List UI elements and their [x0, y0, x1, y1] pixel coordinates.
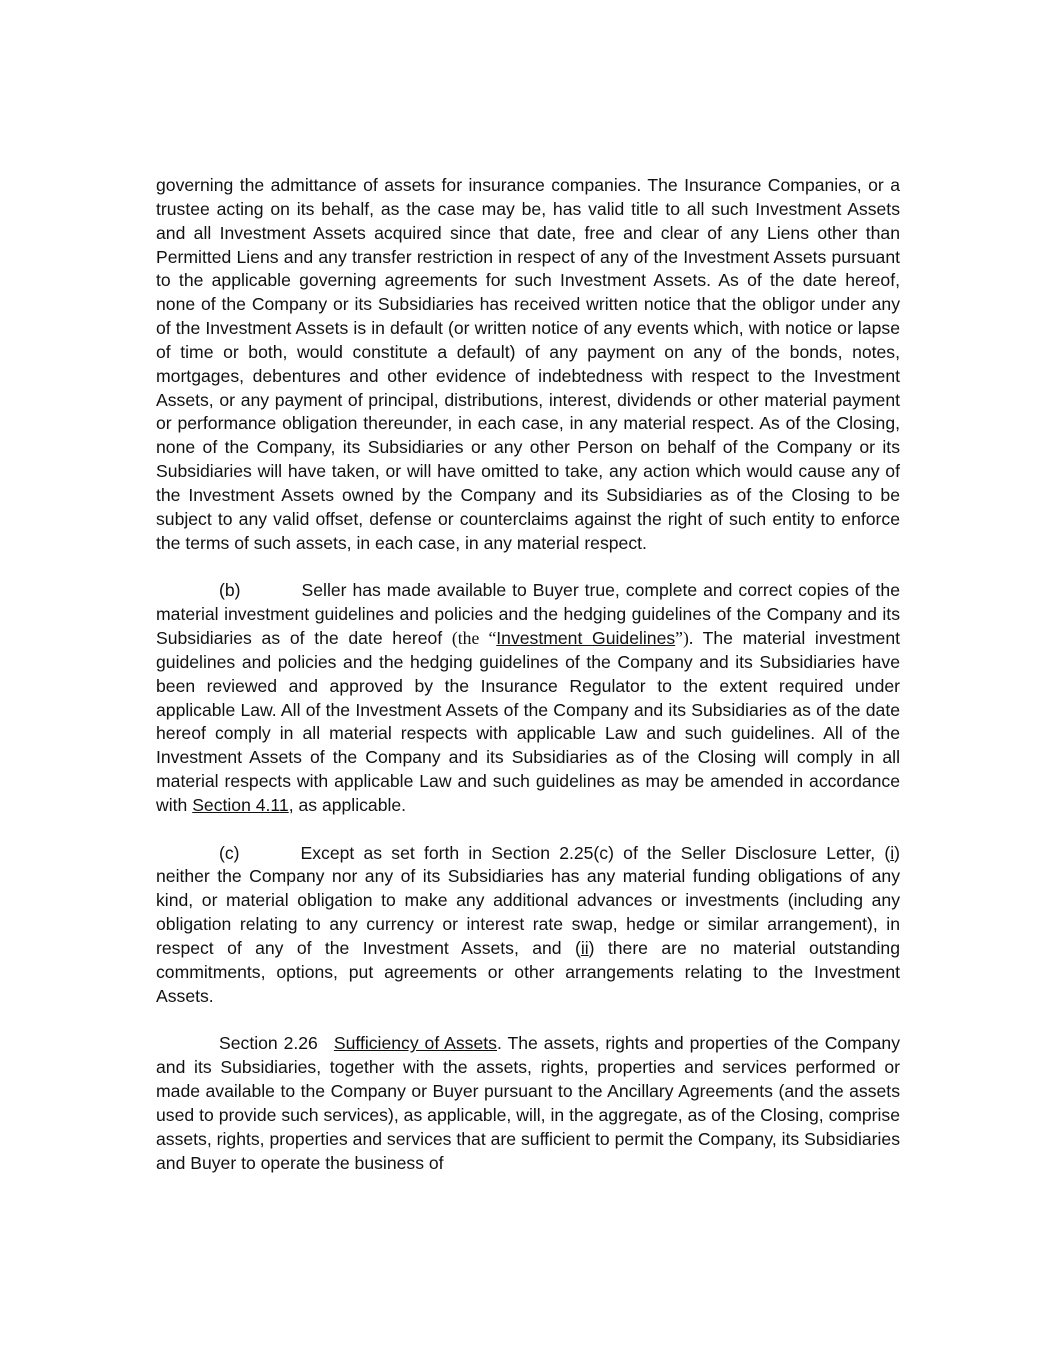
roman-numeral: ii: [580, 938, 589, 958]
roman-numeral: i: [890, 842, 895, 863]
section-number: Section 2.26: [219, 1033, 318, 1054]
section-reference: Section 4.11: [192, 794, 289, 815]
paragraph-text: ) neither the Company nor any of its Subsidiaries has any material funding obligations of any kind, or material obligation to make any additional advances or investments (including any obligation relating to any currency or interest rate swap, hedge or similar arrangement), in respect of any of the Investment Assets, and (: [156, 842, 900, 958]
document-page: [156, 174, 900, 1199]
section-2-26: [156, 1032, 900, 1175]
paragraph-text: The assets, rights and properties of the Company and its Subsidiaries, together with the assets, rights, properties and services performed or made available to the Company or Buyer pursuant to the Ancillary Agreements (and the assets used to provide such services), as applicable, will, in the aggregate, as of the Closing, comprise assets, rights, properties and services that are sufficient to permit the Company, its Subsidiaries and Buyer to operate the business of: [156, 1033, 900, 1173]
heading-period: .: [496, 1033, 502, 1054]
quote-close: ”).: [675, 628, 694, 649]
quote-open: (the “: [451, 628, 497, 649]
paragraph-c: [156, 842, 900, 1009]
paragraph-text: , as applicable.: [288, 794, 407, 815]
paragraph-text: Seller has made available to Buyer true, complete and correct copies of the material investment guidelines and policies and the hedging guidelines of the Company and its Subsidiaries as of the date hereof: [156, 580, 900, 649]
paragraph-b: [156, 579, 900, 817]
paragraph-text: ) there are no material outstanding commitments, options, put agreements or other arrangements relating to the Investment Assets.: [156, 938, 900, 1006]
investment-assets-paragraph: [156, 174, 900, 556]
paragraph-label: (b): [219, 580, 241, 601]
section-heading: Sufficiency of Assets: [333, 1033, 497, 1054]
paragraph-label: (c): [219, 842, 240, 863]
paragraph-text: Except as set forth in Section 2.25(c) of the Seller Disclosure Letter, (: [300, 842, 891, 863]
paragraph-text: The material investment guidelines and policies and the hedging guidelines of the Company and its Subsidiaries have been reviewed and approved by the Insurance Regulator to the extent required under applicable Law. All of the Investment Assets of the Company and its Subsidiaries as of the date hereof comply in all material respects with applicable Law and such guidelines. All of the Investment Assets of the Company and its Subsidiaries as of the Closing will comply in all material respects with applicable Law and such guidelines as may be amended in accordance with: [156, 628, 901, 815]
defined-term: Investment Guidelines: [496, 628, 676, 649]
paragraph-text: governing the admittance of assets for insurance companies. The Insurance Companies, or a trustee acting on its behalf, as the case may be, has valid title to all such Investment Assets and all Investment Assets acquired since that date, free and clear of any Liens other than Permitted Liens and any transfer restriction in respect of any of the Investment Assets pursuant to the applicable governing agreements for such Investment Assets. As of the date hereof, none of the Company or its Subsidiaries has received written notice that the obligor under any of the Investment Assets is in default (or written notice of any events which, with notice or lapse of time or both, would constitute a default) of any payment on any of the bonds, notes, mortgages, debentures and other evidence of indebtedness with respect to the Investment Assets, or any payment of principal, distributions, interest, dividends or other material payment or performance obligation thereunder, in each case, in any material respect. As of the Closing, none of the Company, its Subsidiaries or any other Person on behalf of the Company or its Subsidiaries will have taken, or will have omitted to take, any action which would cause any of the Investment Assets owned by the Company and its Subsidiaries as of the Closing to be subject to any valid offset, defense or counterclaims against the right of such entity to enforce the terms of such assets, in each case, in any material respect.: [156, 175, 900, 553]
